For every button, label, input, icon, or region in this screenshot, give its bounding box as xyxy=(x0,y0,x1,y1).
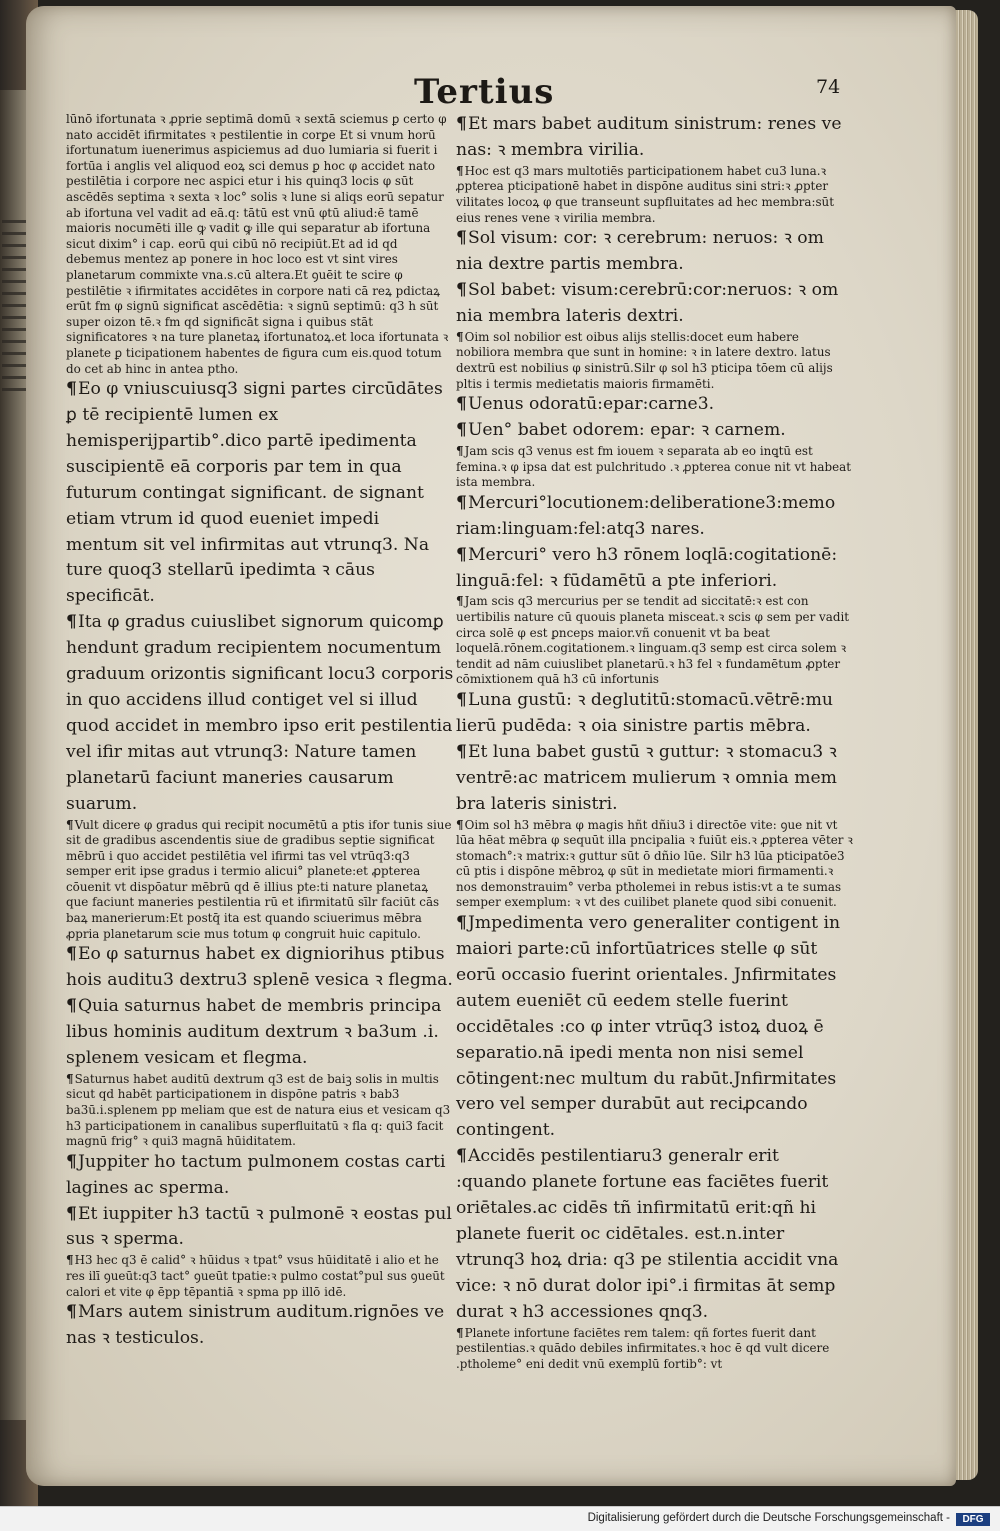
paragraph-text: Oim sol nobilior est oibus alijs stellis:docet eum habere nobiliora membra que sunt in homine: ꝛ in latere dextro. latus dextrū est nobilius φ sinistrū.Silr φ sol h3 pticipa tōem cū alijs pltis i termis medietatis maioris firmamēti. xyxy=(456,329,833,391)
text-paragraph xyxy=(66,994,454,1072)
facing-page-text-fragment xyxy=(2,220,28,400)
text-paragraph xyxy=(456,278,854,330)
text-paragraph xyxy=(456,594,854,688)
running-title: Tertius xyxy=(414,72,555,112)
paragraph-text: H3 hec q3 ē calid° ꝛ hūidus ꝛ tpat° vsus hūiditatē i alio et he res ilī ꝯueūt:q3 tact° ꝯueūt tpatie:ꝛ pulmo costat°pul sus ꝯueūt calori et vite φ ēpp tēpantiā ꝛ spma pp illō idē. xyxy=(66,1253,445,1299)
pilcrow-mark: ¶ xyxy=(456,492,467,513)
text-paragraph xyxy=(66,942,454,994)
text-column-right xyxy=(456,112,854,1372)
paragraph-text: Sol visum: cor: ꝛ cerebrum: neruos: ꝛ om nia dextre partis membra. xyxy=(456,228,824,275)
text-paragraph xyxy=(456,1326,854,1373)
pilcrow-mark: ¶ xyxy=(456,114,467,134)
pilcrow-mark: ¶ xyxy=(456,741,467,762)
text-paragraph xyxy=(456,740,854,818)
text-paragraph xyxy=(456,112,854,164)
text-paragraph xyxy=(66,610,454,817)
text-paragraph xyxy=(66,818,454,943)
pilcrow-mark: ¶ xyxy=(66,817,74,832)
text-paragraph xyxy=(66,1253,454,1300)
paragraph-text: lūnō ifortunata ꝛ ꝓprie septimā domū ꝛ sextā sciemus ꝑ certo φ nato accidēt ifirmitates ꝛ pestilentie in corꝑe Et si vnum horū ifortunatum iuenerimus aspiciemus ad duo lumiaria si fuerit i fortūa i anglis vel aliquod eoꝝ sci demus ꝑ hoc φ accidet nato pestilētia i corpore nec aspici etur i his quinq3 locis φ sūt ascēdēs septima ꝛ sexta ꝛ loc° solis ꝛ lune si aliqs eorū sepatur ab ifortuna vel vadit ad eā.q: tātū est vnū φtū aliud:ē tamē maioris nocumēti ille ꝙ vadit ꝙ ille qui separatur ab ifortuna sicut dixim° i cap. eorū qui cibū nō recipiūt.Et ad id qd debemus mentez ap ponere in hoc loco est vt sint vires planetarum commixte vna.s.cū altera.Et ꝯuēit te scire φ pestilētie ꝛ ifirmitates accidētes in corpore nati cā reꝝ pdictaꝝ erūt fm φ signū significat ascēdētia: ꝛ signū septimū: q3 h sūt super oizon tē.ꝛ fm qd significāt signa i quibus stāt significatores ꝛ na ture planetaꝝ ifortunatoꝝ.et loca ifortunata ꝛ planete ꝑ ticipationem habentes de figura cum eis.quod totum do cet ab hinc in antea ptho. xyxy=(66,112,449,376)
pilcrow-mark: ¶ xyxy=(456,1146,467,1167)
pilcrow-mark: ¶ xyxy=(66,1302,77,1323)
paragraph-text: Et luna babet gustū ꝛ guttur: ꝛ stomacu3 ꝛ ventrē:ac matricem mulierum ꝛ omnia mem bra lateris sinistri. xyxy=(456,741,837,814)
pilcrow-mark: ¶ xyxy=(456,817,464,832)
paragraph-text: Uen° babet odorem: epar: ꝛ carnem. xyxy=(467,420,786,441)
paragraph-text: Quia saturnus habet de membris principa libus hominis auditum dextrum ꝛ ba3um .i. splenem vesicam et flegma. xyxy=(66,996,442,1068)
paragraph-text: Luna gustū: ꝛ deglutitū:stomacū.vētrē:mu lierū pudēda: ꝛ oia sinistre partis mēbra. xyxy=(456,689,833,736)
pilcrow-mark: ¶ xyxy=(66,944,77,965)
pilcrow-mark: ¶ xyxy=(456,444,464,458)
paragraph-text: Hoc est q3 mars multotiēs participationem habet cu3 luna.ꝛ ꝓpterea pticipationē habet in dispōne auditus sini stri:ꝛ ꝓpter vilitates locoꝝ φ que transeunt supfluitates ad hec membra:sūt eius renes vene ꝛ virilia membra. xyxy=(456,163,834,225)
pilcrow-mark: ¶ xyxy=(66,379,77,400)
paragraph-text: Saturnus habet auditū dextrum q3 est de baiꝫ solis in multis sicut qd habēt participationem in dispōne patris ꝛ bab3 ba3ū.i.splenem pp meliam que est de natura eius et vesicam q3 h3 participationem in canalibus superfluitatū ꝛ fla q: qui3 facit magnū frig° ꝛ qui3 magnā hūiditatem. xyxy=(66,1071,451,1149)
pilcrow-mark: ¶ xyxy=(456,163,464,178)
pilcrow-mark: ¶ xyxy=(456,329,464,344)
paragraph-text: Uenus odoratū:epar:carne3. xyxy=(467,394,715,415)
text-paragraph xyxy=(66,377,454,610)
funding-credit: Digitalisierung gefördert durch die Deutsche Forschungsgemeinschaft - xyxy=(587,1512,950,1524)
pilcrow-mark: ¶ xyxy=(456,280,467,300)
folio-number: 74 xyxy=(816,76,841,98)
text-paragraph xyxy=(456,818,854,912)
paragraph-text: Mercuri°locutionem:deliberatione3:memo riam:linguam:fel:atq3 nares. xyxy=(456,492,836,539)
text-paragraph xyxy=(66,1202,454,1254)
paragraph-text: Mercuri° vero h3 rōnem loqlā:cogitationē: linguā:fel: ꝛ fūdamētū a pte inferiori. xyxy=(456,544,838,591)
text-paragraph xyxy=(456,226,854,278)
pilcrow-mark: ¶ xyxy=(456,689,467,710)
text-paragraph xyxy=(456,543,854,595)
pilcrow-mark: ¶ xyxy=(456,394,467,415)
paragraph-text: Jmpedimenta vero generaliter contigent in maiori parte:cū infortūatrices stelle φ sūt eorū occasio fuerint orientales. Jnfirmitates autem eueniēt cū eedem stelle fuerint occidētales :co φ inter vtrūq3 istoꝝ duoꝝ ē separatio.nā ipedi menta non nisi semel cōtingent:nec multum du rabūt.Jnfirmitates vero vel semper durabūt aut reciꝓcando contingent. xyxy=(456,913,841,1141)
text-paragraph xyxy=(66,1300,454,1352)
text-paragraph xyxy=(66,112,454,377)
pilcrow-mark: ¶ xyxy=(66,996,77,1017)
text-paragraph xyxy=(66,1150,454,1202)
paragraph-text: Oim sol h3 mēbra φ magis hñt dñiu3 i directōe vite: ꝯue nit vt lūa hēat mēbra φ sequūt illa pncipalia ꝛ fuiūt eis.ꝛ ꝓpterea vēter ꝛ stomach°:ꝛ matrix:ꝛ guttur sūt ō dñio lūe. Silr h3 lūa pticipatōe3 cū ptis i dispōne mēbroꝝ φ sūt in medietate miori firmamenti.ꝛ nos demonstrauim° verba ptholemei in rebus istis:vt a te sumas semper exemplum: ꝛ vt des cuilibet planete quod sibi conuenit. xyxy=(456,817,853,910)
paragraph-text: Jam scis q3 venus est fm iouem ꝛ separata ab eo inꝗtū est femina.ꝛ φ ipsa dat est pulchritudo .ꝛ ꝓpterea conue nit vt habeat ista membra. xyxy=(456,444,851,490)
paragraph-text: Mars autem sinistrum auditum.rignōes ve nas ꝛ testiculos. xyxy=(66,1302,445,1349)
paragraph-text: Sol babet: visum:cerebrū:cor:neruos: ꝛ om nia membra lateris dextri. xyxy=(456,280,839,326)
paragraph-text: Accidēs pestilentiaru3 generalr erit :quando planete fortune eas faciētes fuerit oriētales.ac cidēs tñ infirmitatū erit:qñ hi planete fuerit oc cidētales. est.n.inter vtrunq3 hoꝝ dria: q3 pe stilentia accidit vna vice: ꝛ nō durat dolor ipi°.i firmitas āt semp durat ꝛ h3 accessiones qnq3. xyxy=(456,1146,839,1322)
paragraph-text: Ita φ gradus cuiuslibet signorum quicomꝑ hendunt gradum recipientem nocumentum graduum orizontis significant locu3 corporis in quo accidens illud contiget vel si illud quod accidet in membro ipso erit pestilentia vel ifir mitas aut vtrunq3: Nature tamen planetarū faciunt maneries causarum suarum. xyxy=(66,612,454,814)
pilcrow-mark: ¶ xyxy=(456,228,467,249)
paragraph-text: Vult dicere φ gradus qui recipit nocumētū a ptis ifor tunis siue sit de gradibus ascendentis siue de gradibus septie significat mēbrū i quo accidet pestilētia vel ifirmi tas vel vtrūq3:q3 semper erit ipse gradus i termio alicui° planete:et ꝓpterea cōuenit vt dispōatur mēbrū qd ē illius pte:ti nature planetaꝝ que faciunt maneries pestilentia rū et ifirmitatū sīlr faciūt cās baꝝ manerierum:Et postq̄ ita est quando sciuerimus mēbra ꝓpria planetarum scie mus totum φ congruit huic capitulo. xyxy=(66,817,452,941)
text-paragraph xyxy=(456,330,854,392)
paragraph-text: Juppiter ho tactum pulmonem costas carti lagines ac sperma. xyxy=(66,1151,446,1198)
paragraph-text: Eo φ saturnus habet ex digniorihus ptibus hois auditu3 dextru3 splenē vesica ꝛ flegma. xyxy=(66,944,453,991)
paragraph-text: Et mars babet auditum sinistrum: renes ve nas: ꝛ membra virilia. xyxy=(456,114,842,160)
pilcrow-mark: ¶ xyxy=(66,1071,74,1086)
text-paragraph xyxy=(456,392,854,418)
dfg-logo: DFG xyxy=(956,1513,990,1526)
text-paragraph xyxy=(456,688,854,740)
text-paragraph xyxy=(456,491,854,543)
pilcrow-mark: ¶ xyxy=(456,1325,464,1340)
text-paragraph xyxy=(456,444,854,491)
digitization-footer xyxy=(0,1506,1000,1531)
paragraph-text: Et iuppiter h3 tactū ꝛ pulmonē ꝛ eostas pul sus ꝛ sperma. xyxy=(66,1203,452,1250)
text-column-left xyxy=(66,112,454,1352)
pilcrow-mark: ¶ xyxy=(456,544,467,565)
text-paragraph xyxy=(456,1144,854,1325)
paragraph-text: Planete infortune faciētes rem talem: qñ fortes fuerit dant pestilentias.ꝛ quādo debiles infirmitates.ꝛ hoc ē qd vult dicere .ptholeme° eni dedit vnū exemplū fortib°: vt xyxy=(456,1325,830,1371)
pilcrow-mark: ¶ xyxy=(66,1151,77,1172)
pilcrow-mark: ¶ xyxy=(66,1253,74,1268)
pilcrow-mark: ¶ xyxy=(456,913,467,934)
pilcrow-mark: ¶ xyxy=(456,594,464,609)
paragraph-text: Jam scis q3 mercurius per se tendit ad siccitatē:ꝛ est con uertibilis nature cū quouis planeta misceat.ꝛ scis φ sem per vadit circa solē φ est ꝑnceps maior.vñ conuenit vt ba beat loquelā.rōnem.cogitationem.ꝛ linguam.q3 semp est circa solem ꝛ tendit ad nām cuiuslibet planetarū.ꝛ h3 fel ꝛ fundamētum ꝓpter cōmixtionem quā h3 cū infortunis xyxy=(456,594,850,687)
text-paragraph xyxy=(456,418,854,444)
paragraph-text: Eo φ vniuscuiusq3 signi partes circūdātes ꝑ tē recipientē lumen ex hemisperijpartib°.dico partē ipedimenta suscipientē eā corporis par tem in qua futurum contingat significant. de signant etiam vtrum id quod eueniet impedi mentum sit vel infirmitas aut vtrunq3. Na ture quoq3 stellarū ipedimta ꝛ cāus specificāt. xyxy=(66,379,443,607)
pilcrow-mark: ¶ xyxy=(456,420,467,441)
text-paragraph xyxy=(66,1072,454,1150)
text-paragraph xyxy=(456,911,854,1144)
text-paragraph xyxy=(456,164,854,226)
pilcrow-mark: ¶ xyxy=(66,612,77,633)
pilcrow-mark: ¶ xyxy=(66,1203,77,1224)
page-header xyxy=(26,72,956,116)
